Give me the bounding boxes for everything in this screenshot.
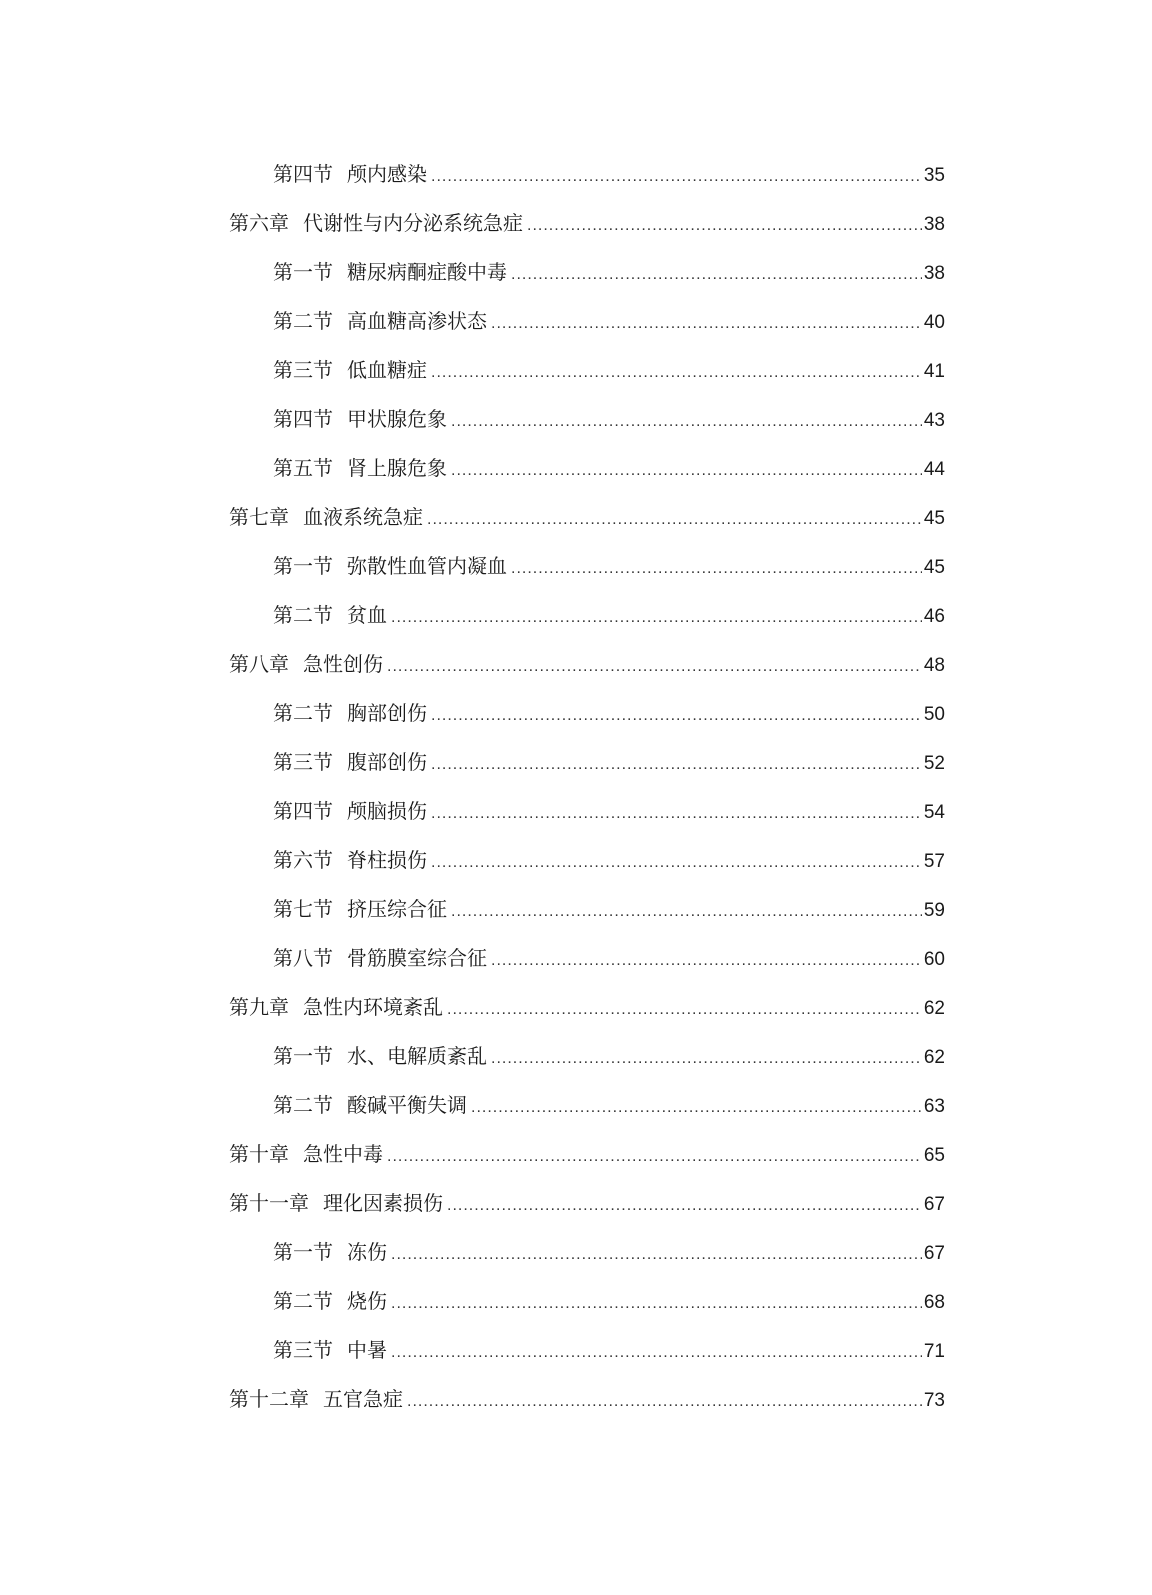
toc-dot-leader bbox=[447, 985, 922, 1034]
toc-entry-title: 高血糖高渗状态 bbox=[347, 309, 487, 333]
toc-page-number: 59 bbox=[923, 900, 945, 921]
toc-dot-leader bbox=[387, 1132, 922, 1181]
toc-section-entry[interactable] bbox=[0, 836, 1152, 885]
toc-section-entry[interactable] bbox=[0, 1228, 1152, 1277]
toc-chapter-entry[interactable] bbox=[0, 983, 1152, 1032]
toc-entry-number: 第四节 bbox=[273, 162, 333, 186]
toc-entry-title: 急性内环境紊乱 bbox=[303, 995, 443, 1019]
toc-page-number: 57 bbox=[923, 851, 945, 872]
toc-page-number: 38 bbox=[923, 214, 945, 235]
toc-section-entry[interactable] bbox=[0, 885, 1152, 934]
toc-dot-leader bbox=[511, 250, 922, 299]
toc-entry-number: 第六章 bbox=[229, 211, 289, 235]
toc-entry-title: 低血糖症 bbox=[347, 358, 427, 382]
toc-entry-title: 急性中毒 bbox=[303, 1142, 383, 1166]
toc-entry-label bbox=[273, 689, 427, 738]
toc-entry-title: 冻伤 bbox=[347, 1240, 387, 1264]
toc-page-number: 46 bbox=[923, 606, 945, 627]
toc-entry-title: 腹部创伤 bbox=[347, 750, 427, 774]
toc-page-number: 73 bbox=[923, 1390, 945, 1411]
toc-entry-number: 第三节 bbox=[273, 358, 333, 382]
toc-page-number: 35 bbox=[923, 165, 945, 186]
toc-page-number: 43 bbox=[923, 410, 945, 431]
toc-section-entry[interactable] bbox=[0, 738, 1152, 787]
toc-dot-leader bbox=[391, 1328, 922, 1377]
toc-entry-label bbox=[273, 1326, 387, 1375]
toc-entry-title: 五官急症 bbox=[323, 1387, 403, 1411]
toc-entry-title: 骨筋膜室综合征 bbox=[347, 946, 487, 970]
toc-dot-leader bbox=[427, 495, 922, 544]
toc-section-entry[interactable] bbox=[0, 689, 1152, 738]
toc-entry-label bbox=[273, 738, 427, 787]
toc-entry-title: 血液系统急症 bbox=[303, 505, 423, 529]
toc-entry-label bbox=[229, 1375, 403, 1424]
toc-entry-number: 第四节 bbox=[273, 407, 333, 431]
toc-entry-number: 第一节 bbox=[273, 1240, 333, 1264]
toc-page-number: 48 bbox=[923, 655, 945, 676]
toc-entry-number: 第十章 bbox=[229, 1142, 289, 1166]
toc-chapter-entry[interactable] bbox=[0, 199, 1152, 248]
toc-entry-label bbox=[273, 787, 427, 836]
toc-dot-leader bbox=[431, 838, 922, 887]
toc-entry-label bbox=[273, 1277, 387, 1326]
toc-entry-title: 理化因素损伤 bbox=[323, 1191, 443, 1215]
toc-entry-title: 弥散性血管内凝血 bbox=[347, 554, 507, 578]
toc-entry-number: 第四节 bbox=[273, 799, 333, 823]
toc-entry-title: 脊柱损伤 bbox=[347, 848, 427, 872]
toc-entry-number: 第八章 bbox=[229, 652, 289, 676]
toc-entry-label bbox=[273, 885, 447, 934]
toc-page-number: 67 bbox=[923, 1243, 945, 1264]
toc-page-number: 62 bbox=[923, 1047, 945, 1068]
toc-page-number: 40 bbox=[923, 312, 945, 333]
toc-dot-leader bbox=[471, 1083, 922, 1132]
toc-entry-number: 第一节 bbox=[273, 554, 333, 578]
toc-entry-number: 第三节 bbox=[273, 750, 333, 774]
toc-chapter-entry[interactable] bbox=[0, 493, 1152, 542]
toc-entry-label bbox=[273, 542, 507, 591]
toc-section-entry[interactable] bbox=[0, 542, 1152, 591]
toc-entry-number: 第二节 bbox=[273, 1289, 333, 1313]
toc-entry-label bbox=[273, 444, 447, 493]
toc-entry-label bbox=[273, 248, 507, 297]
toc-dot-leader bbox=[391, 1279, 922, 1328]
toc-page-number: 54 bbox=[923, 802, 945, 823]
toc-entry-title: 胸部创伤 bbox=[347, 701, 427, 725]
toc-page-number: 44 bbox=[923, 459, 945, 480]
toc-entry-title: 挤压综合征 bbox=[347, 897, 447, 921]
toc-entry-label bbox=[273, 150, 427, 199]
toc-entry-number: 第二节 bbox=[273, 603, 333, 627]
toc-dot-leader bbox=[447, 1181, 922, 1230]
toc-section-entry[interactable] bbox=[0, 248, 1152, 297]
toc-dot-leader bbox=[451, 397, 922, 446]
toc-entry-title: 急性创伤 bbox=[303, 652, 383, 676]
toc-chapter-entry[interactable] bbox=[0, 1375, 1152, 1424]
toc-dot-leader bbox=[527, 201, 922, 250]
toc-entry-number: 第一节 bbox=[273, 260, 333, 284]
toc-section-entry[interactable] bbox=[0, 591, 1152, 640]
toc-page-number: 52 bbox=[923, 753, 945, 774]
toc-dot-leader bbox=[511, 544, 922, 593]
toc-entry-number: 第五节 bbox=[273, 456, 333, 480]
toc-entry-label bbox=[229, 640, 383, 689]
toc-section-entry[interactable] bbox=[0, 787, 1152, 836]
toc-page-number: 68 bbox=[923, 1292, 945, 1313]
toc-entry-title: 肾上腺危象 bbox=[347, 456, 447, 480]
toc-entry-number: 第二节 bbox=[273, 1093, 333, 1117]
toc-entry-label bbox=[273, 934, 487, 983]
toc-dot-leader bbox=[431, 740, 922, 789]
toc-entry-number: 第七节 bbox=[273, 897, 333, 921]
toc-page-number: 71 bbox=[923, 1341, 945, 1362]
toc-page-number: 45 bbox=[923, 508, 945, 529]
toc-entry-number: 第二节 bbox=[273, 701, 333, 725]
toc-entry-number: 第十二章 bbox=[229, 1387, 309, 1411]
toc-entry-number: 第八节 bbox=[273, 946, 333, 970]
toc-entry-title: 颅脑损伤 bbox=[347, 799, 427, 823]
toc-page-number: 41 bbox=[923, 361, 945, 382]
toc-dot-leader bbox=[431, 789, 922, 838]
toc-page-number: 50 bbox=[923, 704, 945, 725]
toc-entry-label bbox=[273, 297, 487, 346]
toc-page-number: 65 bbox=[923, 1145, 945, 1166]
toc-chapter-entry[interactable] bbox=[0, 1130, 1152, 1179]
toc-dot-leader bbox=[431, 152, 922, 201]
toc-section-entry[interactable] bbox=[0, 1081, 1152, 1130]
toc-page-number: 45 bbox=[923, 557, 945, 578]
toc-dot-leader bbox=[491, 936, 922, 985]
toc-entry-number: 第一节 bbox=[273, 1044, 333, 1068]
toc-dot-leader bbox=[451, 887, 922, 936]
toc-dot-leader bbox=[431, 691, 922, 740]
toc-chapter-entry[interactable] bbox=[0, 640, 1152, 689]
table-of-contents bbox=[0, 150, 1152, 1424]
toc-entry-title: 烧伤 bbox=[347, 1289, 387, 1313]
toc-entry-title: 甲状腺危象 bbox=[347, 407, 447, 431]
toc-entry-title: 颅内感染 bbox=[347, 162, 427, 186]
toc-entry-title: 糖尿病酮症酸中毒 bbox=[347, 260, 507, 284]
toc-entry-number: 第十一章 bbox=[229, 1191, 309, 1215]
toc-entry-number: 第二节 bbox=[273, 309, 333, 333]
toc-entry-label bbox=[229, 1130, 383, 1179]
toc-dot-leader bbox=[431, 348, 922, 397]
toc-entry-title: 酸碱平衡失调 bbox=[347, 1093, 467, 1117]
toc-entry-number: 第三节 bbox=[273, 1338, 333, 1362]
toc-entry-title: 贫血 bbox=[347, 603, 387, 627]
toc-dot-leader bbox=[407, 1377, 922, 1426]
toc-dot-leader bbox=[491, 299, 922, 348]
toc-section-entry[interactable] bbox=[0, 346, 1152, 395]
toc-entry-title: 代谢性与内分泌系统急症 bbox=[303, 211, 523, 235]
toc-section-entry[interactable] bbox=[0, 444, 1152, 493]
toc-section-entry[interactable] bbox=[0, 395, 1152, 444]
toc-entry-label bbox=[273, 346, 427, 395]
toc-entry-label bbox=[229, 1179, 443, 1228]
toc-chapter-entry[interactable] bbox=[0, 1179, 1152, 1228]
toc-entry-number: 第七章 bbox=[229, 505, 289, 529]
toc-entry-label bbox=[273, 395, 447, 444]
toc-entry-label bbox=[273, 1081, 467, 1130]
toc-section-entry[interactable] bbox=[0, 934, 1152, 983]
toc-dot-leader bbox=[491, 1034, 922, 1083]
toc-entry-label bbox=[273, 1032, 487, 1081]
toc-entry-label bbox=[229, 983, 443, 1032]
toc-section-entry[interactable] bbox=[0, 1277, 1152, 1326]
toc-section-entry[interactable] bbox=[0, 150, 1152, 199]
toc-section-entry[interactable] bbox=[0, 1032, 1152, 1081]
toc-page-number: 38 bbox=[923, 263, 945, 284]
toc-entry-label bbox=[273, 591, 387, 640]
toc-entry-number: 第九章 bbox=[229, 995, 289, 1019]
toc-dot-leader bbox=[391, 593, 922, 642]
toc-dot-leader bbox=[451, 446, 922, 495]
toc-section-entry[interactable] bbox=[0, 297, 1152, 346]
toc-section-entry[interactable] bbox=[0, 1326, 1152, 1375]
toc-dot-leader bbox=[387, 642, 922, 691]
toc-entry-label bbox=[273, 836, 427, 885]
toc-page-number: 63 bbox=[923, 1096, 945, 1117]
toc-entry-title: 中暑 bbox=[347, 1338, 387, 1362]
toc-page-number: 60 bbox=[923, 949, 945, 970]
toc-entry-label bbox=[229, 199, 523, 248]
toc-entry-label bbox=[273, 1228, 387, 1277]
toc-dot-leader bbox=[391, 1230, 922, 1279]
toc-page-number: 62 bbox=[923, 998, 945, 1019]
toc-entry-label bbox=[229, 493, 423, 542]
toc-page-number: 67 bbox=[923, 1194, 945, 1215]
toc-entry-number: 第六节 bbox=[273, 848, 333, 872]
toc-entry-title: 水、电解质紊乱 bbox=[347, 1044, 487, 1068]
